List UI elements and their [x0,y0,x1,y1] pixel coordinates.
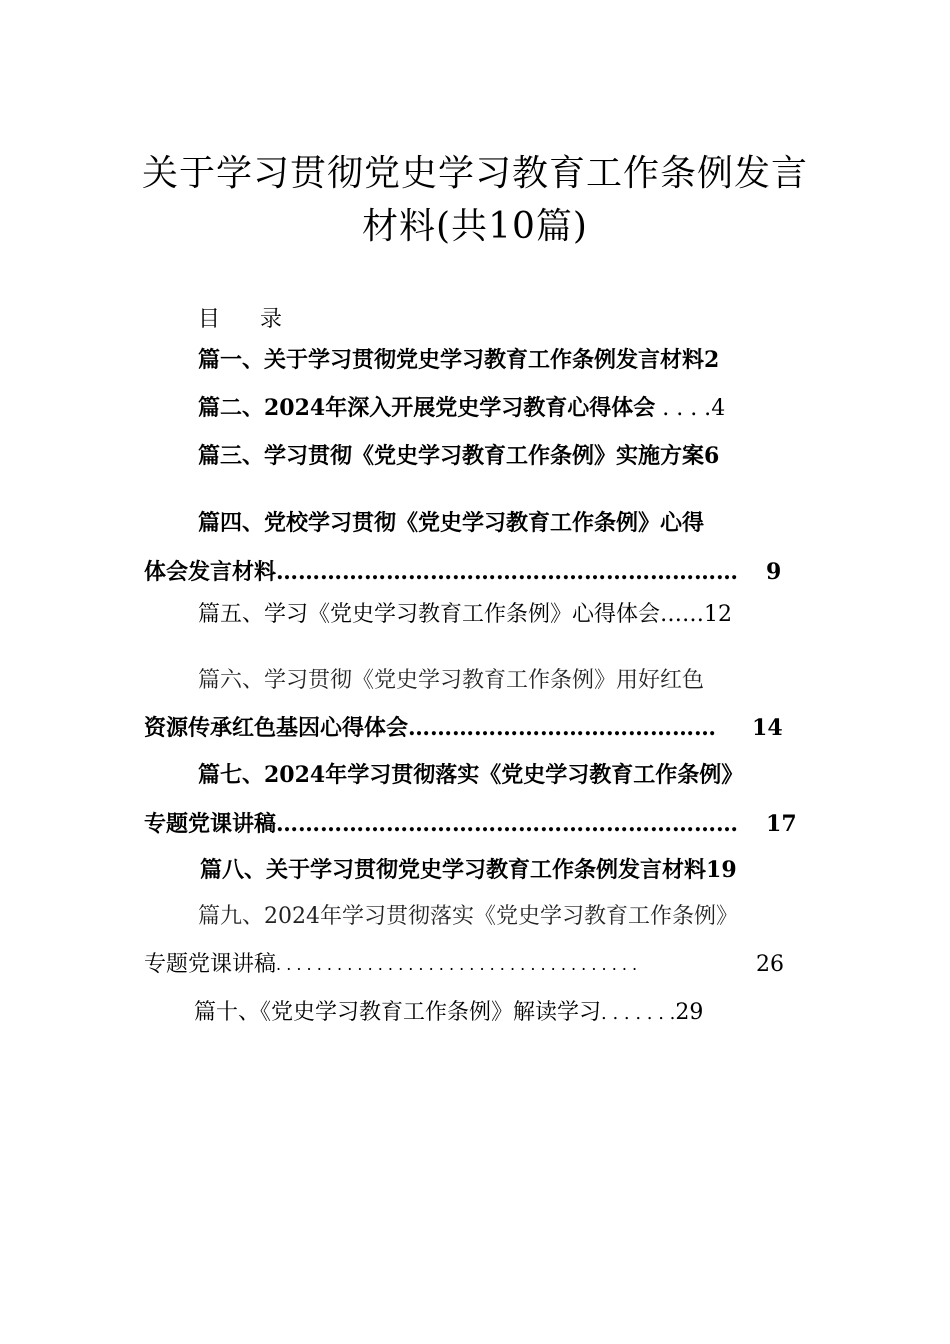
toc-entry-9-line-1[interactable] [198,902,818,932]
toc-heading [198,302,282,333]
toc-entry-label: 篇一、关于学习贯彻党史学习教育工作条例发言材料 [198,347,705,373]
toc-entry-leader: . . . . . . . [601,1003,676,1024]
toc-entry-page: 17 [766,811,797,837]
toc-entry-7-line-1[interactable] [198,760,818,790]
document-title-line-1: 关于学习贯彻党史学习教育工作条例发言 [141,153,808,194]
toc-entry-label: 篇七、2024年学习贯彻落实《党史学习教育工作条例》 [198,762,744,788]
toc-entry-page: 6 [704,443,720,469]
toc-entry-leader: …………………………………… [408,715,717,741]
toc-entry-leader: . . . . . . . . . . . . . . . . . . . . . . . . . . . . . . . . . . . . [276,955,638,974]
toc-entry-page: 26 [756,952,785,977]
toc-entry-1[interactable] [198,345,818,375]
toc-entry-page: 29 [675,1000,704,1025]
toc-entry-10[interactable] [194,998,814,1028]
toc-entry-page: 2 [704,347,720,373]
toc-entry-label: 专题党课讲稿 [144,811,277,837]
toc-entry-3[interactable] [198,441,818,471]
toc-entry-label: 专题党课讲稿 [144,952,277,977]
toc-heading-char-2: 录 [260,307,283,332]
toc-entry-9-line-2[interactable] [144,950,804,980]
toc-entry-page: 14 [752,715,783,741]
toc-entry-8[interactable] [200,855,830,885]
toc-entry-label: 资源传承红色基因心得体会 [144,715,409,741]
toc-entry-leader: …… [660,602,705,627]
toc-entry-page: 4 [711,396,726,421]
toc-entry-page: 19 [706,857,737,883]
toc-entry-label: 篇九、2024年学习贯彻落实《党史学习教育工作条例》 [198,904,738,929]
toc-entry-6-line-2[interactable] [144,713,804,743]
toc-entry-leader: ……………………………………………………… [276,559,739,585]
toc-entry-label: 篇四、党校学习贯彻《党史学习教育工作条例》心得 [198,510,705,536]
toc-entry-2[interactable] [198,393,818,423]
toc-entry-leader: ……………………………………………………… [276,811,739,837]
toc-entry-4-line-2[interactable] [144,557,804,587]
document-title-line-2: 材料(共10篇) [362,206,588,247]
toc-entry-page: 12 [704,602,733,627]
toc-entry-label: 篇二、2024年深入开展党史学习教育心得体会 [198,395,656,421]
toc-entry-leader: . . . . [655,396,712,421]
toc-entry-label: 体会发言材料 [144,559,277,585]
toc-entry-label: 篇三、学习贯彻《党史学习教育工作条例》实施方案 [198,443,705,469]
toc-entry-7-line-2[interactable] [144,809,804,839]
toc-entry-label: 篇十、《党史学习教育工作条例》解读学习 [194,1000,602,1025]
toc-entry-label: 篇五、学习《党史学习教育工作条例》心得体会 [198,602,661,627]
toc-entry-label: 篇八、关于学习贯彻党史学习教育工作条例发言材料 [200,857,707,883]
toc-entry-5[interactable] [198,600,818,630]
toc-entry-6-line-1[interactable] [198,666,818,696]
toc-heading-char-1: 目 [198,307,221,332]
toc-entry-label: 篇六、学习贯彻《党史学习教育工作条例》用好红色 [198,668,705,693]
toc-entry-4-line-1[interactable] [198,508,818,538]
toc-entry-page: 9 [766,559,782,585]
